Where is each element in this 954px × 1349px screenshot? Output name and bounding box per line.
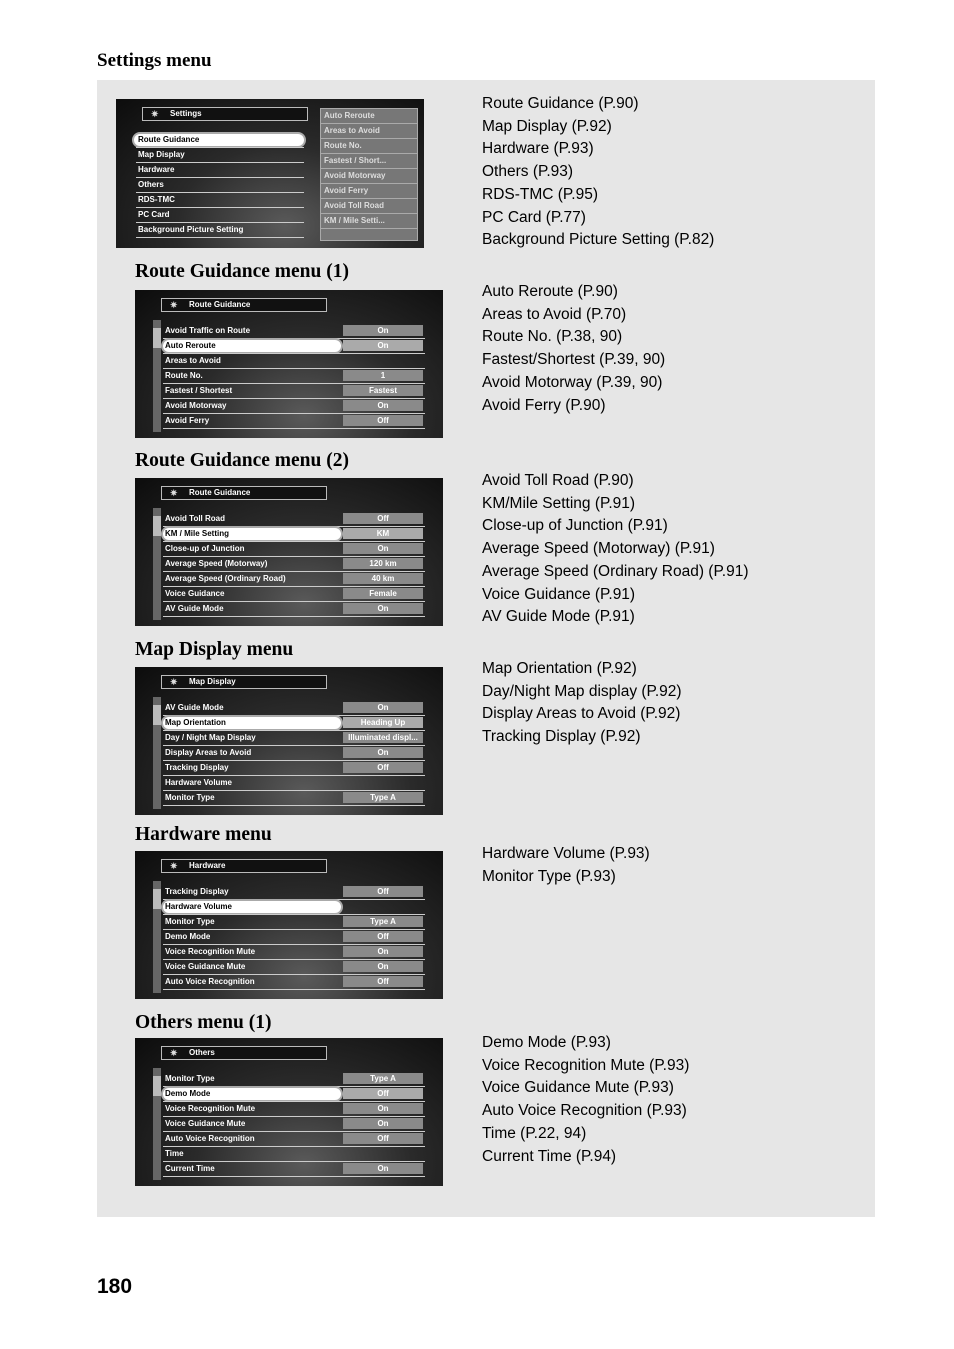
setting-row[interactable] [163,1147,425,1162]
setting-value[interactable]: On [343,325,423,336]
setting-value[interactable]: Off [343,976,423,987]
section-heading: Others menu (1) [135,1012,272,1033]
settings-gear-icon: ✷ [170,300,178,310]
menu-item-label: PC Card [138,210,170,219]
setting-label: AV Guide Mode [165,703,224,712]
menu-item-label: Background Picture Setting [138,225,244,234]
setting-row[interactable] [163,900,425,915]
reference-item: Tracking Display (P.92) [482,728,641,746]
page-references [482,93,714,252]
setting-label: Display Areas to Avoid [165,748,252,757]
setting-label: Voice Guidance Mute [165,1119,246,1128]
setting-label: Day / Night Map Display [165,733,256,742]
menu-item[interactable] [136,133,304,148]
menu-item[interactable] [136,163,304,178]
reference-item: Fastest/Shortest (P.39, 90) [482,351,666,369]
setting-value[interactable]: Off [343,1088,423,1099]
screen-title-bar [161,675,327,689]
setting-value[interactable]: Fastest [343,385,423,396]
reference-item: AV Guide Mode (P.91) [482,608,635,626]
section-heading: Route Guidance menu (2) [135,450,349,471]
setting-label: Avoid Ferry [165,416,210,425]
menu-item[interactable] [136,148,304,163]
screen-title-bar [161,1046,327,1060]
setting-label: Average Speed (Ordinary Road) [165,574,286,583]
scrollbar-thumb[interactable] [153,516,161,536]
setting-row[interactable] [163,945,425,960]
setting-value[interactable]: On [343,543,423,554]
setting-row[interactable] [163,572,425,587]
section-heading: Map Display menu [135,639,294,660]
section-heading: Hardware menu [135,824,272,845]
setting-value[interactable]: Illuminated displ... [343,732,423,743]
reference-item: Demo Mode (P.93) [482,1034,611,1051]
reference-item: Avoid Ferry (P.90) [482,396,606,414]
reference-item: Others (P.93) [482,163,574,181]
setting-value[interactable]: Type A [343,792,423,803]
scrollbar[interactable] [153,881,161,993]
setting-row[interactable] [163,1102,425,1117]
setting-value[interactable]: Off [343,1133,423,1144]
menu-item[interactable] [136,208,304,223]
settings-gear-icon: ✷ [170,861,178,871]
setting-label: Monitor Type [165,1074,215,1083]
menu-item-label: Others [138,180,164,189]
reference-item: Monitor Type (P.93) [482,867,616,885]
menu-item-label: Hardware [138,165,175,174]
scrollbar[interactable] [153,508,161,620]
reference-item: Map Orientation (P.92) [482,660,637,677]
screen-title: Route Guidance [189,300,251,309]
setting-value[interactable]: On [343,1118,423,1129]
screen-title-bar [161,859,327,873]
setting-label: Close-up of Junction [165,544,245,553]
reference-item: Areas to Avoid (P.70) [482,305,627,323]
submenu-item: Areas to Avoid [321,124,417,139]
setting-label: Areas to Avoid [165,356,221,365]
reference-item: Average Speed (Motorway) (P.91) [482,540,715,558]
setting-value[interactable]: KM [343,528,423,539]
reference-item: Close-up of Junction (P.91) [482,517,668,535]
page-references [482,658,682,749]
reference-item: KM/Mile Setting (P.91) [482,494,636,512]
setting-label: Route No. [165,371,203,380]
setting-label: Tracking Display [165,887,229,896]
setting-row[interactable] [163,761,425,776]
setting-value[interactable]: Off [343,415,423,426]
page-heading: Settings menu [97,50,212,71]
setting-value[interactable]: On [343,1103,423,1114]
menu-item[interactable] [136,223,304,238]
scrollbar[interactable] [153,320,161,432]
setting-value[interactable]: On [343,603,423,614]
reference-item: Day/Night Map display (P.92) [482,682,682,700]
setting-label: Voice Guidance [165,589,225,598]
scrollbar-thumb[interactable] [153,705,161,725]
section-heading: Route Guidance menu (1) [135,261,349,282]
setting-row[interactable] [163,324,425,339]
setting-label: Auto Reroute [165,341,216,350]
reference-item: Route Guidance (P.90) [482,95,639,112]
menu-item[interactable] [136,178,304,193]
setting-row[interactable] [163,975,425,990]
menu-screenshot [135,667,443,815]
setting-row[interactable] [163,791,425,806]
screen-title: Hardware [189,861,226,870]
setting-value[interactable]: 120 km [343,558,423,569]
scrollbar[interactable] [153,1068,161,1180]
menu-screenshot [135,1038,443,1186]
reference-item: Voice Guidance Mute (P.93) [482,1079,674,1097]
setting-row[interactable] [163,776,425,791]
screen-title: Route Guidance [189,488,251,497]
submenu-item: KM / Mile Setti... [321,214,417,229]
setting-row[interactable] [163,369,425,384]
setting-label: Monitor Type [165,793,215,802]
setting-value[interactable]: On [343,961,423,972]
screen-title-bar [161,298,327,312]
setting-label: Avoid Motorway [165,401,227,410]
setting-label: Tracking Display [165,763,229,772]
setting-value[interactable]: Type A [343,916,423,927]
page-references [482,281,665,417]
scrollbar-thumb[interactable] [153,328,161,348]
setting-value[interactable]: Heading Up [343,717,423,728]
setting-row[interactable] [163,354,425,369]
setting-value[interactable]: Female [343,588,423,599]
submenu-item: Avoid Toll Road [321,199,417,214]
settings-gear-icon: ✷ [170,488,178,498]
scrollbar-thumb[interactable] [153,889,161,909]
page-references [482,1032,689,1168]
scrollbar[interactable] [153,697,161,809]
setting-row[interactable] [163,731,425,746]
setting-row[interactable] [163,527,425,542]
setting-value[interactable]: On [343,1163,423,1174]
setting-label: Avoid Toll Road [165,514,225,523]
setting-value[interactable]: Type A [343,1073,423,1084]
setting-row[interactable] [163,399,425,414]
setting-label: Map Orientation [165,718,226,727]
reference-item: Map Display (P.92) [482,117,612,135]
setting-label: Current Time [165,1164,215,1173]
menu-item-label: RDS-TMC [138,195,175,204]
page-references [482,470,749,629]
submenu-item: Avoid Ferry [321,184,417,199]
reference-item: Auto Voice Recognition (P.93) [482,1102,687,1120]
menu-item-label: Map Display [138,150,185,159]
screen-title: Settings [170,109,202,118]
menu-screenshot [135,290,443,438]
setting-value[interactable]: On [343,747,423,758]
setting-row[interactable] [163,602,425,617]
setting-row[interactable] [163,885,425,900]
setting-label: Average Speed (Motorway) [165,559,268,568]
setting-label: Auto Voice Recognition [165,977,255,986]
setting-label: Avoid Traffic on Route [165,326,251,335]
reference-item: Current Time (P.94) [482,1147,617,1165]
reference-item: Voice Guidance (P.91) [482,585,636,603]
setting-label: Auto Voice Recognition [165,1134,255,1143]
setting-label: Hardware Volume [165,778,232,787]
setting-label: Fastest / Shortest [165,386,233,395]
setting-row[interactable] [163,1087,425,1102]
reference-item: Time (P.22, 94) [482,1124,587,1142]
setting-value[interactable]: On [343,400,423,411]
setting-row[interactable] [163,587,425,602]
setting-row[interactable] [163,414,425,429]
menu-screenshot [135,478,443,626]
setting-row[interactable] [163,716,425,731]
setting-label: Monitor Type [165,917,215,926]
screen-title: Others [189,1048,215,1057]
setting-row[interactable] [163,1132,425,1147]
reference-item: Voice Recognition Mute (P.93) [482,1056,690,1074]
reference-item: Hardware Volume (P.93) [482,845,650,862]
setting-label: Voice Recognition Mute [165,947,256,956]
reference-item: RDS-TMC (P.95) [482,185,598,203]
setting-row[interactable] [163,557,425,572]
menu-screenshot [116,99,424,248]
settings-gear-icon: ✷ [170,1048,178,1058]
page-number: 180 [97,1275,133,1298]
setting-value[interactable]: On [343,340,423,351]
reference-item: Hardware (P.93) [482,140,594,158]
setting-row[interactable] [163,1162,425,1177]
setting-label: Hardware Volume [165,902,232,911]
screen-title-bar [161,486,327,500]
submenu-item: Fastest / Short... [321,154,417,169]
reference-item: Route No. (P.38, 90) [482,328,623,346]
setting-label: Demo Mode [165,1089,211,1098]
setting-label: Time [165,1149,184,1158]
setting-row[interactable] [163,1072,425,1087]
screen-title-bar [142,107,308,121]
submenu-item: Route No. [321,139,417,154]
setting-row[interactable] [163,701,425,716]
setting-value[interactable]: Off [343,762,423,773]
setting-row[interactable] [163,542,425,557]
menu-item-label: Route Guidance [138,135,200,144]
reference-item: Background Picture Setting (P.82) [482,231,715,249]
reference-item: Display Areas to Avoid (P.92) [482,705,681,723]
settings-gear-icon: ✷ [151,109,159,119]
reference-item: Average Speed (Ordinary Road) (P.91) [482,562,749,580]
setting-value[interactable]: 1 [343,370,423,381]
screen-title: Map Display [189,677,236,686]
reference-item: Auto Reroute (P.90) [482,283,618,300]
setting-label: Voice Recognition Mute [165,1104,256,1113]
reference-item: Avoid Toll Road (P.90) [482,472,634,489]
setting-row[interactable] [163,384,425,399]
setting-value[interactable]: Off [343,886,423,897]
settings-gear-icon: ✷ [170,677,178,687]
reference-item: Avoid Motorway (P.39, 90) [482,373,663,391]
scrollbar-thumb[interactable] [153,1076,161,1096]
setting-value[interactable]: 40 km [343,573,423,584]
setting-row[interactable] [163,960,425,975]
setting-row[interactable] [163,339,425,354]
setting-row[interactable] [163,930,425,945]
menu-screenshot [135,851,443,999]
setting-label: Demo Mode [165,932,211,941]
submenu-preview [320,108,418,241]
setting-row[interactable] [163,915,425,930]
setting-row[interactable] [163,746,425,761]
setting-label: KM / Mile Setting [165,529,229,538]
setting-row[interactable] [163,1117,425,1132]
reference-item: PC Card (P.77) [482,208,586,226]
setting-value[interactable]: On [343,946,423,957]
submenu-item: Auto Reroute [321,109,417,124]
menu-item[interactable] [136,193,304,208]
setting-row[interactable] [163,512,425,527]
setting-label: Voice Guidance Mute [165,962,246,971]
page-references [482,843,650,888]
setting-value[interactable]: On [343,702,423,713]
setting-label: AV Guide Mode [165,604,224,613]
submenu-item: Avoid Motorway [321,169,417,184]
setting-value[interactable]: Off [343,513,423,524]
setting-value[interactable]: Off [343,931,423,942]
